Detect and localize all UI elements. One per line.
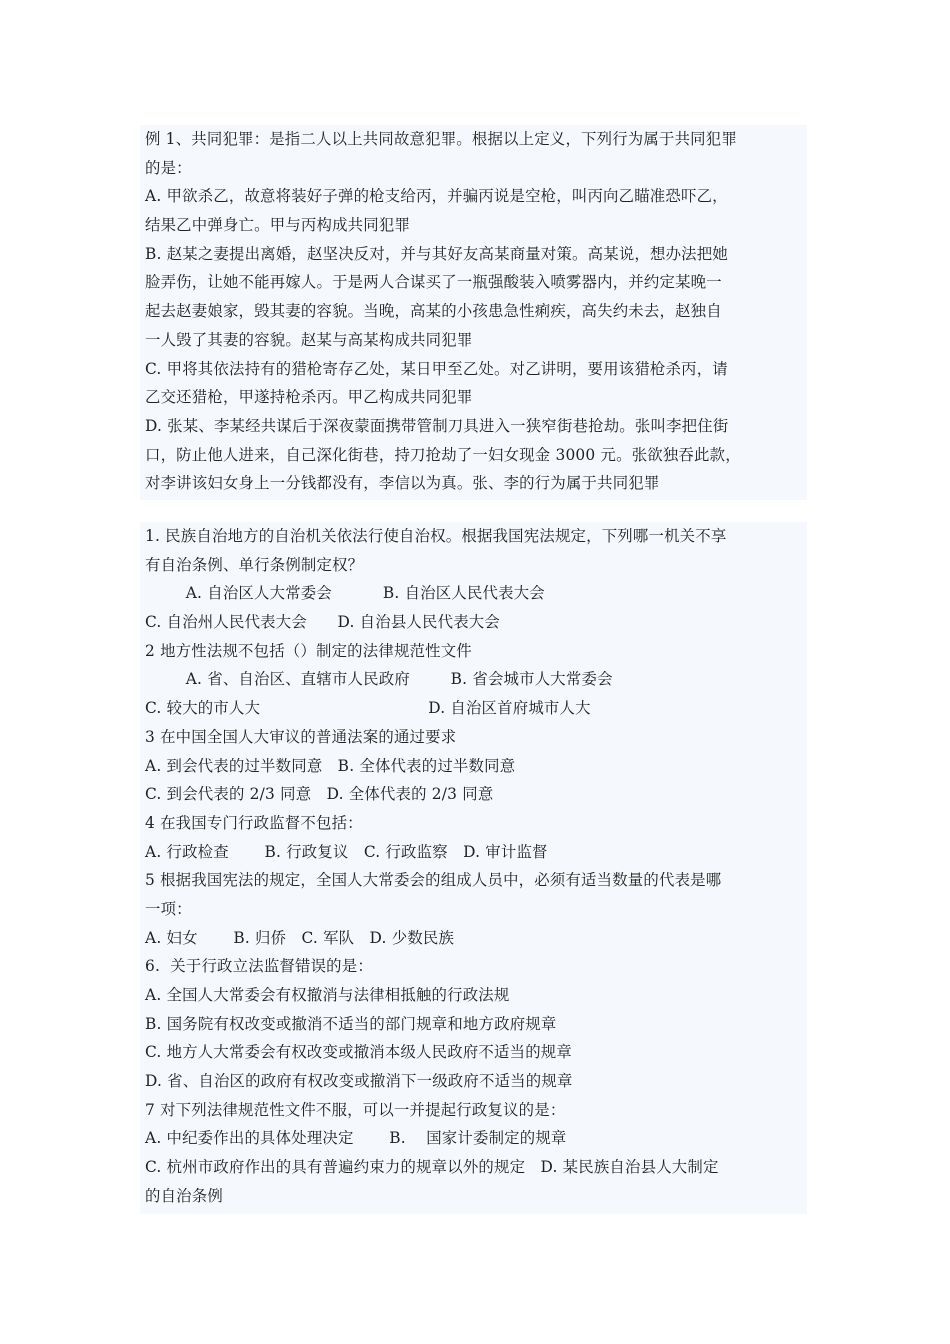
text-line: A. 到会代表的过半数同意 B. 全体代表的过半数同意: [145, 756, 516, 775]
text-line: 的自治条例: [145, 1186, 223, 1205]
text-line: 4 在我国专门行政监督不包括：: [145, 813, 363, 832]
text-line: 一项：: [145, 899, 192, 918]
text-line: 一人毁了其妻的容貌。赵某与高某构成共同犯罪: [145, 330, 473, 349]
text-line: 的是：: [145, 158, 192, 177]
text-line: 脸弄伤，让她不能再嫁人。于是两人合谋买了一瓶强酸装入喷雾器内，并约定某晚一: [145, 273, 722, 292]
text-line: 起去赵妻娘家，毁其妻的容貌。当晚，高某的小孩患急性痢疾，高失约未去，赵独自: [145, 302, 722, 321]
text-line: A. 全国人大常委会有权撤消与法律相抵触的行政法规: [145, 986, 510, 1004]
text-line: A. 甲欲杀乙，故意将装好子弹的枪支给丙，并骗丙说是空枪，叫丙向乙瞄准恐吓乙，: [145, 187, 728, 206]
text-line: 6. 关于行政立法监督错误的是：: [145, 957, 373, 976]
text-line: A. 妇女 B. 归侨 C. 军队 D. 少数民族: [145, 928, 455, 947]
text-line: A. 省、自治区、直辖市人民政府 B. 省会城市人大常委会: [145, 670, 613, 689]
text-line: C. 到会代表的 2/3 同意 D. 全体代表的 2/3 同意: [145, 785, 494, 804]
text-line: 结果乙中弹身亡。甲与丙构成共同犯罪: [145, 216, 411, 235]
text-line: 1. 民族自治地方的自治机关依法行使自治权。根据我国宪法规定，下列哪一机关不享: [145, 527, 727, 545]
text-line: 例 1、共同犯罪：是指二人以上共同故意犯罪。根据以上定义，下列行为属于共同犯罪: [145, 130, 737, 148]
text-line: B. 赵某之妻提出离婚，赵坚决反对，并与其好友高某商量对策。高某说，想办法把她: [145, 244, 728, 263]
text-line: C. 甲将其依法持有的猎枪寄存乙处，某日甲至乙处。对乙讲明，要用该猎枪杀丙，请: [145, 359, 728, 378]
text-line: 有自治条例、单行条例制定权？: [145, 555, 364, 574]
text-line: A. 行政检查 B. 行政复议 C. 行政监察 D. 审计监督: [145, 842, 548, 861]
text-line: C. 地方人大常委会有权改变或撤消本级人民政府不适当的规章: [145, 1043, 572, 1062]
questions-section: [140, 522, 807, 1214]
text-line: B. 国务院有权改变或撤消不适当的部门规章和地方政府规章: [145, 1014, 557, 1033]
text-line: 5 根据我国宪法的规定，全国人大常委会的组成人员中，必须有适当数量的代表是哪: [145, 871, 722, 890]
text-line: A. 中纪委作出的具体处理决定 B. 国家计委制定的规章: [145, 1129, 567, 1148]
text-line: 乙交还猎枪，甲遂持枪杀丙。甲乙构成共同犯罪: [145, 388, 473, 407]
text-line: D. 张某、李某经共谋后于深夜蒙面携带管制刀具进入一狭窄街巷抢劫。张叫李把住街: [145, 416, 729, 435]
text-line: 对李讲该妇女身上一分钱都没有，李信以为真。张、李的行为属于共同犯罪: [145, 474, 660, 493]
text-line: 3 在中国全国人大审议的普通法案的通过要求: [145, 727, 457, 746]
text-line: D. 省、自治区的政府有权改变或撤消下一级政府不适当的规章: [145, 1072, 573, 1091]
text-line: A. 自治区人大常委会 B. 自治区人民代表大会: [145, 584, 545, 603]
text-line: C. 自治州人民代表大会 D. 自治县人民代表大会: [145, 613, 500, 632]
text-line: 7 对下列法律规范性文件不服，可以一并提起行政复议的是：: [145, 1100, 566, 1119]
example-section: [140, 125, 807, 500]
text-line: 口，防止他人进来，自己深化街巷，持刀抢劫了一妇女现金 3000 元。张欲独吞此款，: [145, 445, 741, 464]
text-line: C. 杭州市政府作出的具有普遍约束力的规章以外的规定 D. 某民族自治县人大制定: [145, 1158, 719, 1177]
text-line: 2 地方性法规不包括（）制定的法律规范性文件: [145, 641, 472, 660]
text-line: C. 较大的市人大 D. 自治区首府城市人大: [145, 699, 591, 718]
